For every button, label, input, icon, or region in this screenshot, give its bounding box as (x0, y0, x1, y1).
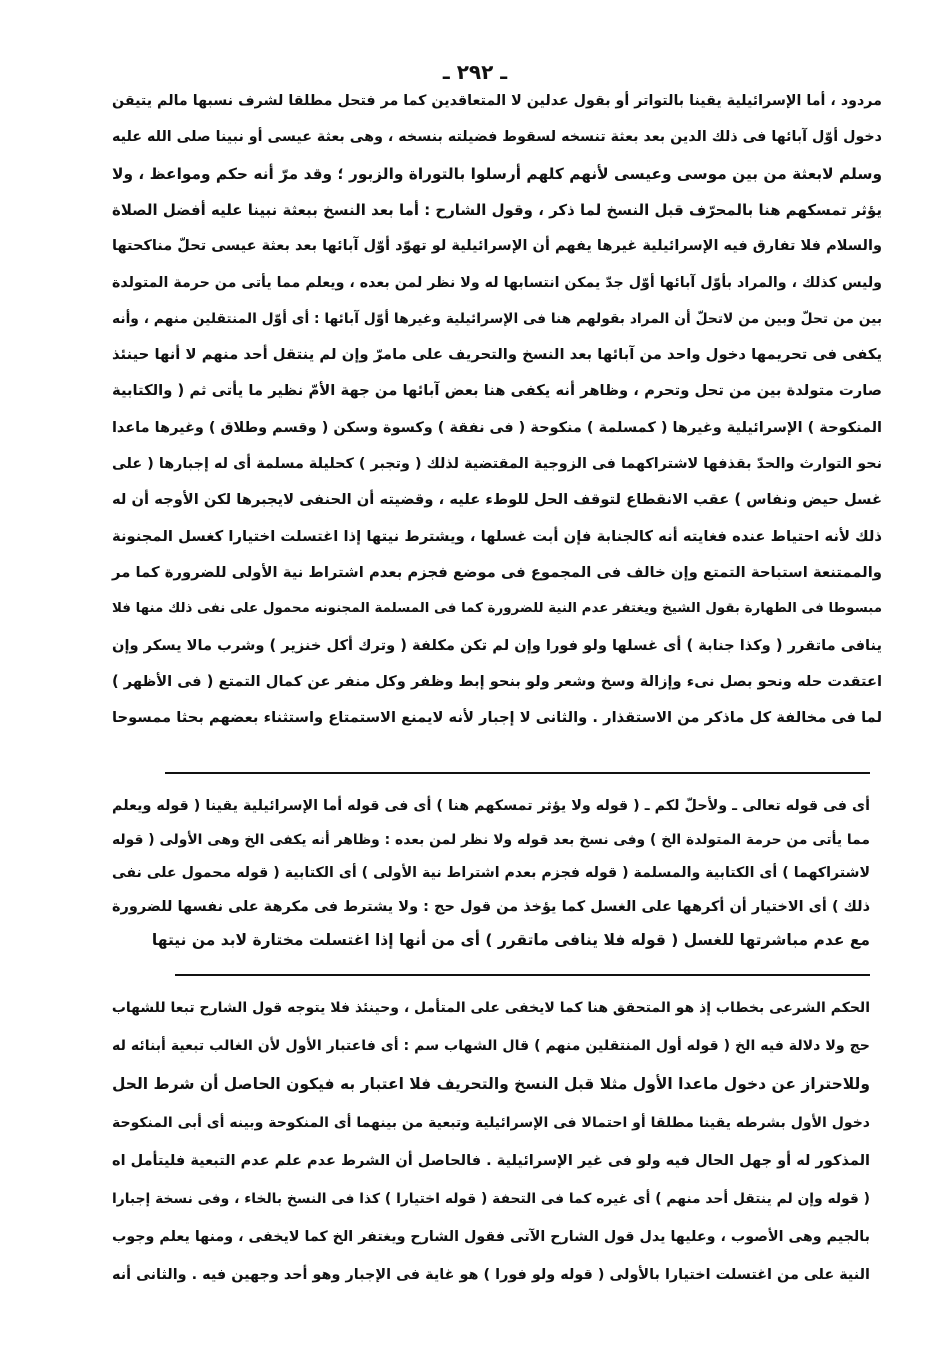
main-text-line: نحو التوارث والحدّ بقذفها لاشتراكهما فى الزوجية المقتضية لذلك ( وتجبر ) كحليلة مسلمة أى له إجبارها ( على (112, 456, 882, 472)
main-text-line: ذلك لأنه احتياط عنده فغايته أنه كالجنابة فإن أبت غسلها ، ويشترط نيتها إذا اغتسلت اختيارا كغسل المجنونة (112, 527, 882, 545)
main-text-line: دخول أوّل آبائها فى ذلك الدين بعد بعثة تنسخه لسقوط فضيلته بنسخه ، وهى بعثة عيسى أو نبينا صلى الله عليه (112, 129, 882, 146)
footnote-1-line: ذلك ) أى الاختيار أن أكرهها على الغسل كما يؤخذ من قول حج : ولا يشترط فى مكرهة على نفسها للضرورة (112, 898, 870, 915)
page-number: ـ ٢٩٢ ـ (442, 60, 508, 84)
footnote-2-line: وللاحتراز عن دخول ماعدا الأول مثلا قبل النسخ والتحريف فلا اعتبار به فيكون الحاصل أن شرط الحل (111, 1075, 870, 1094)
main-text-line: صارت متولدة بين من تحل وتحرم ، وظاهر أنه يكفى هنا بعض آبائها من جهة الأمّ نظير ما يأتى ثم ( والكتابية (112, 382, 882, 400)
main-text-line: لما فى مخالفة كل ماذكر من الاستقذار . والثانى لا إجبار لأنه لايمنع الاستمتاع واستثناء بعضهم بحثا ممسوحا (112, 709, 882, 727)
main-text-line: وليس كذلك ، والمراد بأوّل آبائها أوّل جدّ يمكن انتسابها له ولا نظر لمن بعده ، ويعلم مما يأتى من حرمة المتولدة (112, 274, 882, 291)
main-text-line: مبسوطا فى الطهارة بقول الشيخ ويغتفر عدم النية للضرورة كما فى المسلمة المجنونه محمول على نفى ذلك منها فلا (112, 601, 882, 617)
footnote-divider-1 (165, 772, 870, 774)
main-text-line: يكفى فى تحريمها دخول واحد من آبائها بعد النسخ والتحريف على مامرّ وإن لم ينتقل أحد منهم لا أنها حينئذ (112, 346, 882, 364)
footnote-1-line: لاشتراكهما ) أى الكتابية والمسلمة ( قوله فجزم بعدم اشتراط نية الأولى ) أى الكتابية ( قوله محمول على نفى (112, 865, 870, 881)
footnote-2-line: المذكور له أو جهل الحال فيه ولو فى غير الإسرائيلية . فالحاصل أن الشرط عدم علم عدم التبعية فليتأمل اه (112, 1152, 870, 1169)
main-text-line: اعتقدت حله ونحو بصل نىء وإزالة وسخ وشعر ولو بنحو إبط وظفر وكل منفر عن كمال التمتع ( فى الأظهر ) (112, 672, 882, 690)
main-text-line: مردود ، أما الإسرائيلية يقينا بالتواتر أو بقول عدلين لا المتعاقدين كما مر فتحل مطلقا لشرف نسبها مالم يتيقن (112, 93, 882, 109)
main-text-line: ينافى ماتقرر ( وكذا جنابة ) أى غسلها ولو فورا وإن لم تكن مكلفة ( وترك أكل خنزير ) وشرب مالا يسكر وإن (112, 636, 882, 654)
footnote-2-line: ( قوله وإن لم ينتقل أحد منهم ) أى غيره كما فى التحفة ( قوله اختيارا ) كذا فى النسخ بالخاء ، وفى نسخة إجبارا (112, 1191, 870, 1207)
main-text-line: المنكوحة ) الإسرائيلية وغيرها ( كمسلمة ) منكوحة ( فى نفقة ) وكسوة وسكن ( وقسم وطلاق ) وغيرها ماعدا (111, 419, 882, 436)
footnote-2-line: الحكم الشرعى بخطاب إذ هو المتحقق هنا كما لايخفى على المتأمل ، وحينئذ فلا يتوجه قول الشارح تبعا للشهاب (111, 1000, 870, 1016)
main-text-line: يؤثر تمسكهم هنا بالمحرّف قبل النسخ لما ذكر ، وقول الشارح : أما بعد النسخ ببعثة نبينا عليه أفضل الصلاة (112, 200, 882, 219)
main-text-line: والسلام فلا تفارق فيه الإسرائيلية غيرها يفهم أن الإسرائيلية لو تهوّد أوّل آبائها بعد بعثة عيسى تحلّ مناكحتها (112, 238, 882, 255)
main-text-line: وسلم لابعثة من بين موسى وعيسى لأنهم كلهم أرسلوا بالتوراة والزبور ؛ وقد مرّ أنه حكم ومواعظ ، ولا (112, 164, 882, 183)
footnote-1-line: مع عدم مباشرتها للغسل ( قوله فلا ينافى ماتقرر ) أى من أنها إذا اغتسلت مختارة لابد من نيتها (151, 931, 870, 949)
footnote-1-line: مما يأتى من حرمة المتولدة الخ ) وفى نسخ بعد قوله ولا نظر لمن بعده : وظاهر أنه يكفى الخ وهى الأولى ( قوله (112, 831, 870, 848)
footnote-2-line: النية على من اغتسلت اختيارا بالأولى ( قوله ولو فورا ) هو غاية فى الإجبار وهو أحد وجهين فيه . والثانى أنه (112, 1267, 870, 1284)
main-text-line: غسل حيض ونفاس ) عقب الانقطاع لتوقف الحل للوطء عليه ، وقضيته أن الحنفى لايجبرها لكن الأوجه أن له (112, 491, 882, 509)
main-text-line: بين من تحلّ وبين من لاتحلّ أن المراد بقولهم هنا فى الإسرائيلية وغيرها أوّل آبائها : أى أوّل المنتقلين منهم ، وأنه (112, 310, 882, 327)
footnote-2-line: دخول الأول بشرطه يقينا مطلقا أو احتمالا فى الإسرائيلية وتبعية من بينهما أى المنكوحة وبينه أى أبى المنكوحة (112, 1114, 870, 1131)
footnote-2-line: حج ولا دلالة فيه الخ ( قوله أول المنتقلين منهم ) قال الشهاب سم : أى فاعتبار الأول لأن الغالب تبعية أبنائه له (112, 1038, 870, 1055)
footnote-2-line: بالجيم وهى الأصوب ، وعليها يدل قول الشارح الآتى فقول الشارح ويغتفر الخ كما لايخفى ، ومنها يعلم وجوب (112, 1229, 870, 1246)
main-text-line: والممتنعة استباحة التمتع وإن خالف فى المجموع فى موضع فجزم بعدم اشتراط نية الأولى للضرورة كما مر (112, 563, 882, 581)
footnote-1-line: أى فى قوله تعالى ـ ولأحلّ لكم ـ ( قوله ولا يؤثر تمسكهم هنا ) أى فى قوله أما الإسرائيلية يقينا ( قوله ويعلم (112, 798, 870, 814)
footnote-divider-2 (175, 974, 870, 976)
